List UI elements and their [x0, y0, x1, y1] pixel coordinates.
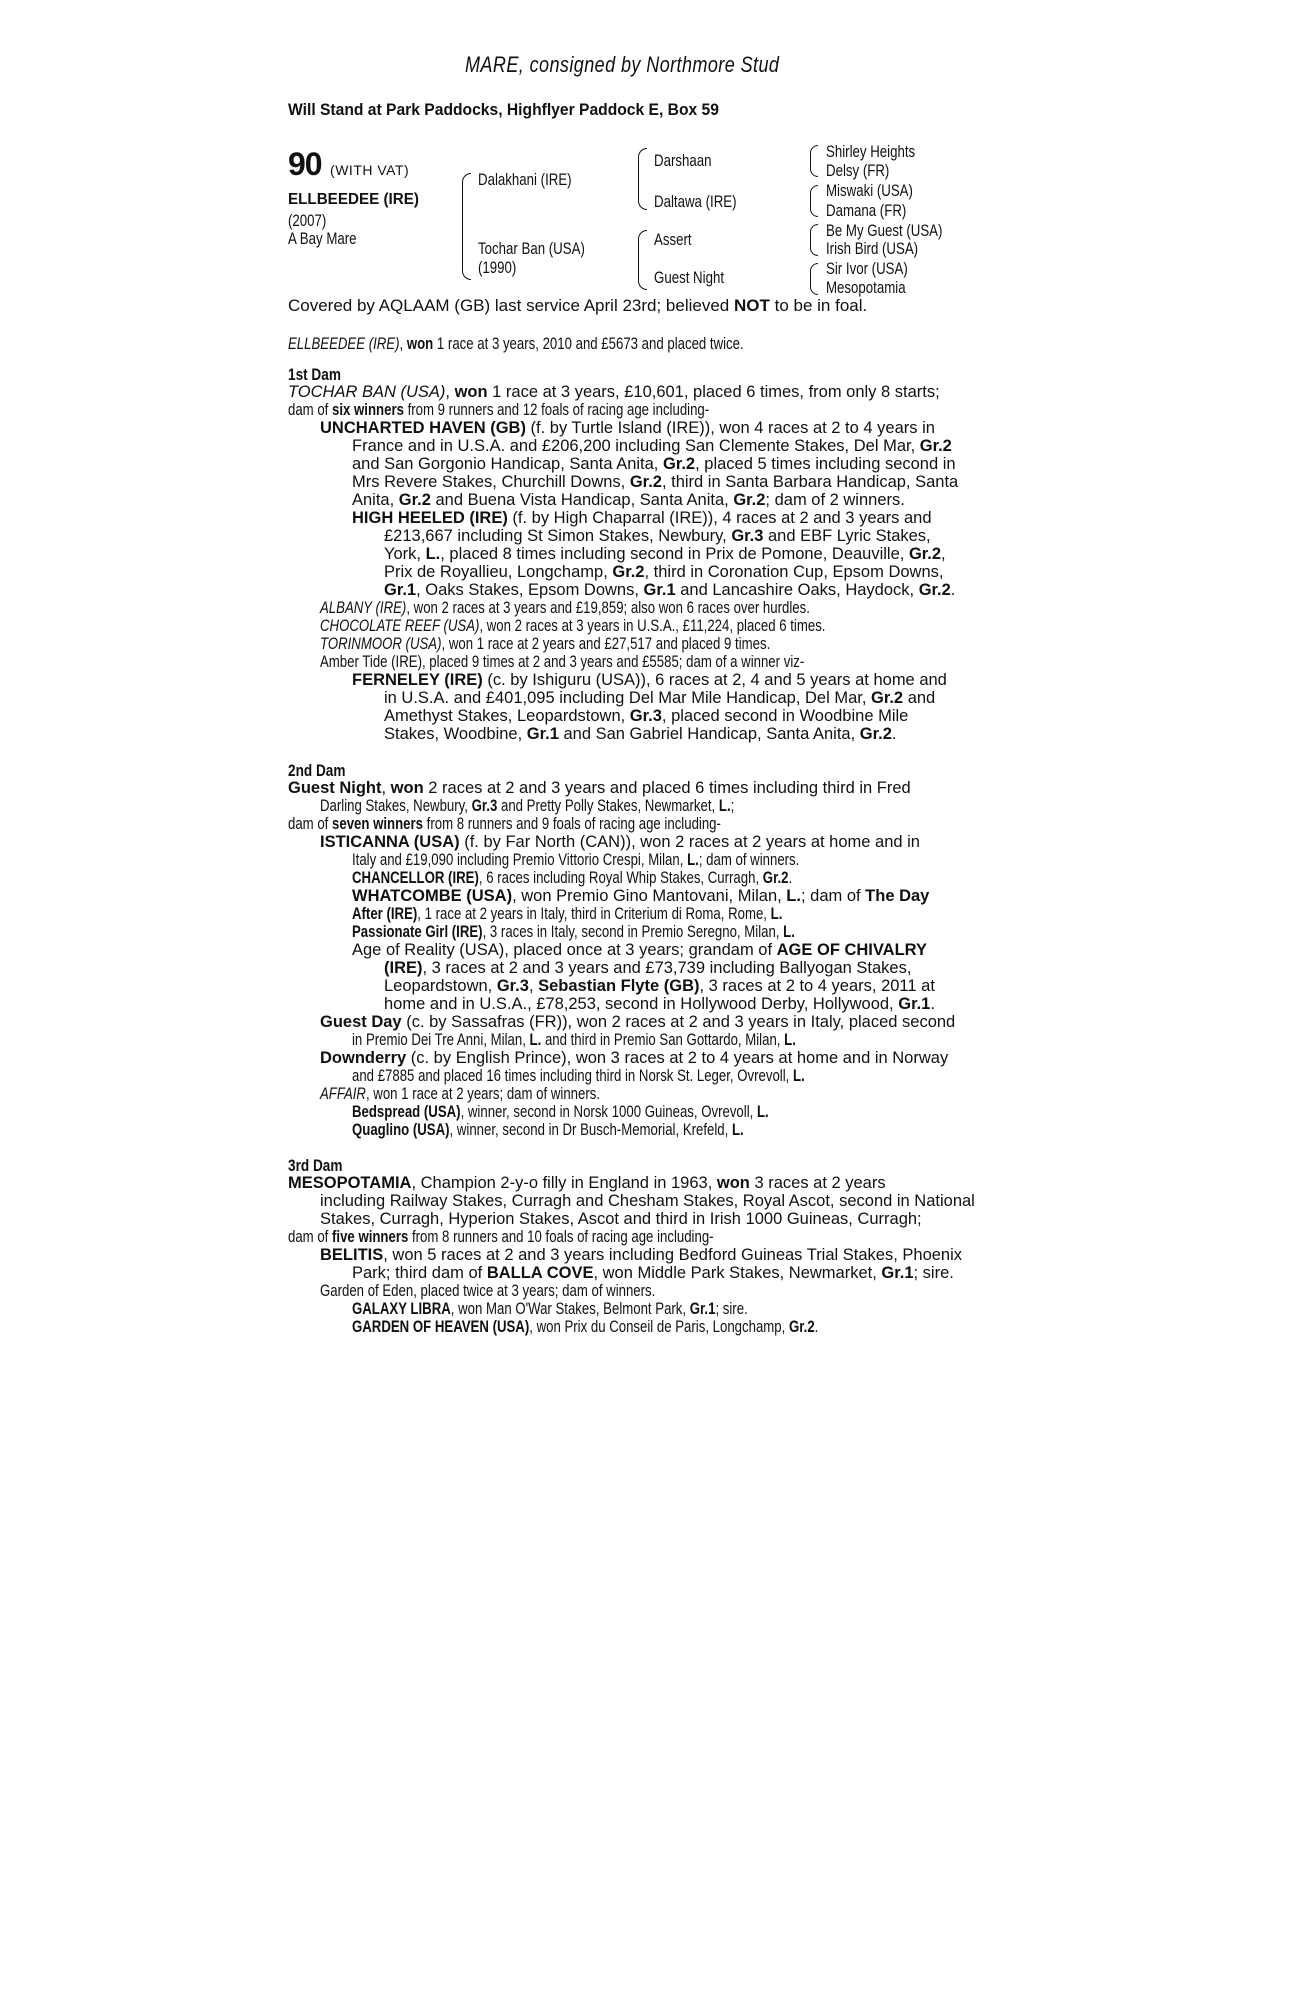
text-line — [320, 798, 838, 816]
text-line — [288, 1229, 820, 1247]
text-line-content: dam of seven winners from 8 runners and 9 foals of racing age including- — [288, 815, 721, 833]
pedigree-gg-1: Shirley Heights — [826, 142, 916, 161]
text-line — [320, 1193, 975, 1211]
text-line — [384, 582, 955, 600]
text-line — [288, 366, 354, 384]
text-line-content: in U.S.A. and £401,095 including Del Mar Mile Handicap, Del Mar, Gr.2 and — [384, 689, 936, 707]
consignor-heading: MARE, consigned by Northmore Stud — [464, 52, 780, 77]
text-line — [320, 1211, 922, 1229]
pedigree-brace-dam — [638, 230, 647, 290]
text-line — [352, 924, 906, 942]
vat-note: (WITH VAT) — [330, 162, 410, 178]
text-line — [352, 1122, 842, 1140]
text-line-content: (IRE), 3 races at 2 and 3 years and £73,739 including Ballyogan Stakes, — [384, 959, 912, 977]
page-title — [0, 52, 1313, 78]
text-line-content: Amethyst Stakes, Leopardstown, Gr.3, placed second in Woodbine Mile — [384, 707, 909, 725]
text-line — [352, 510, 932, 528]
text-line — [320, 1050, 948, 1068]
text-line-content: ELLBEEDEE (IRE), won 1 race at 3 years, 2010 and £5673 and placed twice. — [288, 335, 744, 353]
text-line — [384, 960, 911, 978]
text-line — [320, 1247, 962, 1265]
text-line-content: CHANCELLOR (IRE), 6 races including Royal Whip Stakes, Curragh, Gr.2. — [352, 869, 793, 887]
text-line-content: Garden of Eden, placed twice at 3 years; dam of winners. — [320, 1282, 656, 1300]
text-line-content: Mrs Revere Stakes, Churchill Downs, Gr.2, third in Santa Barbara Handicap, Santa — [352, 473, 959, 491]
text-line — [352, 1301, 847, 1319]
text-line-content: Darling Stakes, Newbury, Gr.3 and Pretty Polly Stakes, Newmarket, L.; — [320, 797, 735, 815]
text-line-content: in Premio Dei Tre Anni, Milan, L. and third in Premio San Gottardo, Milan, L. — [352, 1031, 796, 1049]
pedigree-gg-3: Miswaki (USA) — [826, 181, 913, 200]
text-line — [352, 1068, 918, 1086]
text-line — [352, 852, 911, 870]
pedigree-dam-dam: Guest Night — [654, 268, 725, 287]
lot-number-block — [288, 146, 409, 183]
pedigree-dam-sire: Assert — [654, 230, 692, 249]
pedigree-gg-4: Damana (FR) — [826, 201, 907, 220]
text-line-content: Anita, Gr.2 and Buena Vista Handicap, Santa Anita, Gr.2; dam of 2 winners. — [352, 491, 905, 509]
text-line — [320, 1014, 955, 1032]
text-line — [352, 438, 952, 456]
text-line-content: TORINMOOR (USA), won 1 race at 2 years and £27,517 and placed 9 times. — [320, 635, 771, 653]
text-line — [288, 780, 911, 798]
text-line-content: GARDEN OF HEAVEN (USA), won Prix du Conseil de Paris, Longchamp, Gr.2. — [352, 1318, 819, 1336]
text-line — [352, 870, 902, 888]
pedigree-sire-sire: Darshaan — [654, 151, 712, 170]
text-line — [288, 384, 940, 402]
text-line-content: 3rd Dam — [288, 1156, 343, 1175]
text-line — [384, 978, 935, 996]
pedigree-gg-7: Sir Ivor (USA) — [826, 259, 908, 278]
pedigree-gg-2: Delsy (FR) — [826, 161, 890, 180]
text-line-content: Park; third dam of BALLA COVE, won Middle Park Stakes, Newmarket, Gr.1; sire. — [352, 1264, 954, 1282]
horse-name: ELLBEEDEE (IRE) — [288, 191, 419, 208]
stand-location: Will Stand at Park Paddocks, Highflyer Paddock E, Box 59 — [288, 100, 719, 119]
text-line — [352, 1032, 907, 1050]
text-line-content: York, L., placed 8 times including second in Prix de Pomone, Deauville, Gr.2, — [384, 545, 946, 563]
pedigree-brace-gen1 — [462, 173, 471, 280]
text-line-content: Guest Day (c. by Sassafras (FR)), won 2 races at 2 and 3 years in Italy, placed second — [320, 1013, 956, 1031]
text-line-content: TOCHAR BAN (USA), won 1 race at 3 years, £10,601, placed 6 times, from only 8 starts; — [288, 383, 940, 401]
text-line-content: 2nd Dam — [288, 761, 346, 780]
lot-number: 90 — [288, 146, 322, 182]
text-line-content: France and in U.S.A. and £206,200 including San Clemente Stakes, Del Mar, Gr.2 — [352, 437, 952, 455]
covering-end: to be in foal. — [774, 296, 868, 315]
text-line-content: Gr.1, Oaks Stakes, Epsom Downs, Gr.1 and Lancashire Oaks, Haydock, Gr.2. — [384, 581, 956, 599]
horse-year: (2007) — [288, 211, 327, 230]
text-line — [288, 762, 360, 780]
pedigree-dam-year: (1990) — [478, 258, 517, 277]
text-line-content: GALAXY LIBRA, won Man O'War Stakes, Belmont Park, Gr.1; sire. — [352, 1300, 748, 1318]
text-line-content: Amber Tide (IRE), placed 9 times at 2 and 3 years and £5585; dam of a winner viz- — [320, 653, 805, 671]
text-line — [320, 654, 925, 672]
pedigree-brace-gg-2 — [810, 185, 818, 217]
text-line-content: CHOCOLATE REEF (USA), won 2 races at 3 years in U.S.A., £11,224, placed 6 times. — [320, 617, 826, 635]
text-line — [352, 942, 927, 960]
text-line-content: £213,667 including St Simon Stakes, Newbury, Gr.3 and EBF Lyric Stakes, — [384, 527, 931, 545]
text-line — [384, 726, 896, 744]
covering-status — [288, 296, 1006, 316]
pedigree-brace-sire — [638, 148, 647, 210]
pedigree-gg-6: Irish Bird (USA) — [826, 239, 919, 258]
text-line-content: Quaglino (USA), winner, second in Dr Busch-Memorial, Krefeld, L. — [352, 1121, 744, 1139]
text-line-content: including Railway Stakes, Curragh and Chesham Stakes, Royal Ascot, second in National — [320, 1192, 975, 1210]
text-line — [320, 1283, 739, 1301]
text-line — [320, 834, 920, 852]
text-line — [384, 546, 946, 564]
pedigree-brace-gg-3 — [810, 224, 818, 256]
text-line-content: AFFAIR, won 1 race at 2 years; dam of winners. — [320, 1085, 601, 1103]
text-line — [352, 1104, 873, 1122]
text-line — [384, 690, 935, 708]
text-line-content: Italy and £19,090 including Premio Vittorio Crespi, Milan, L.; dam of winners. — [352, 851, 800, 869]
text-line — [384, 564, 943, 582]
pedigree-gg-8: Mesopotamia — [826, 278, 906, 297]
text-line-content: Downderry (c. by English Prince), won 3 races at 2 to 4 years at home and in Norway — [320, 1049, 949, 1067]
text-line-content: ALBANY (IRE), won 2 races at 3 years and £19,859; also won 6 races over hurdles. — [320, 599, 810, 617]
text-line — [384, 996, 935, 1014]
text-line — [352, 672, 947, 690]
text-line — [352, 906, 890, 924]
text-line — [384, 528, 931, 546]
text-line — [288, 1175, 886, 1193]
pedigree-gg-5: Be My Guest (USA) — [826, 221, 943, 240]
text-line-content: Prix de Royallieu, Longchamp, Gr.2, third in Coronation Cup, Epsom Downs, — [384, 563, 944, 581]
text-line-content: MESOPOTAMIA, Champion 2-y-o filly in England in 1963, won 3 races at 2 years — [288, 1174, 886, 1192]
text-line-content: BELITIS, won 5 races at 2 and 3 years including Bedford Guineas Trial Stakes, Phoenix — [320, 1246, 963, 1264]
text-line-content: After (IRE), 1 race at 2 years in Italy, third in Criterium di Roma, Rome, L. — [352, 905, 783, 923]
text-line-content: HIGH HEELED (IRE) (f. by High Chaparral (IRE)), 4 races at 2 and 3 years and — [352, 509, 932, 527]
text-line-content: Leopardstown, Gr.3, Sebastian Flyte (GB), 3 races at 2 to 4 years, 2011 at — [384, 977, 935, 995]
pedigree-brace-gg-4 — [810, 263, 818, 295]
text-line-content: Stakes, Curragh, Hyperion Stakes, Ascot and third in Irish 1000 Guineas, Curragh; — [320, 1210, 922, 1228]
text-line-content: 1st Dam — [288, 365, 341, 384]
pedigree-sire: Dalakhani (IRE) — [478, 170, 572, 189]
text-line-content: dam of six winners from 9 runners and 12 foals of racing age including- — [288, 401, 710, 419]
text-line — [352, 888, 929, 906]
pedigree-sire-dam: Daltawa (IRE) — [654, 192, 737, 211]
text-line — [288, 402, 814, 420]
text-line-content: dam of five winners from 8 runners and 10 foals of racing age including- — [288, 1228, 714, 1246]
text-line — [384, 708, 908, 726]
text-line-content: and £7885 and placed 16 times including third in Norsk St. Leger, Ovrevoll, L. — [352, 1067, 805, 1085]
text-line-content: Guest Night, won 2 races at 2 and 3 years and placed 6 times including third in Fred — [288, 779, 911, 797]
text-line — [352, 1265, 954, 1283]
covering-text: Covered by AQLAAM (GB) last service April 23rd; believed — [288, 296, 730, 315]
text-line — [320, 600, 932, 618]
text-line — [352, 474, 958, 492]
text-line — [320, 618, 952, 636]
text-line-content: ISTICANNA (USA) (f. by Far North (CAN)), won 2 races at 2 years at home and in — [320, 833, 920, 851]
text-line-content: FERNELEY (IRE) (c. by Ishiguru (USA)), 6 races at 2, 4 and 5 years at home and — [352, 671, 947, 689]
text-line-content: UNCHARTED HAVEN (GB) (f. by Turtle Island (IRE)), won 4 races at 2 to 4 years in — [320, 419, 935, 437]
text-line-content: Age of Reality (USA), placed once at 3 years; grandam of AGE OF CHIVALRY — [352, 941, 927, 959]
text-line — [320, 1086, 670, 1104]
text-line-content: WHATCOMBE (USA), won Premio Gino Mantovani, Milan, L.; dam of The Day — [352, 887, 930, 905]
text-line — [320, 420, 935, 438]
text-line-content: Passionate Girl (IRE), 3 races in Italy, second in Premio Seregno, Milan, L. — [352, 923, 795, 941]
pedigree-dam: Tochar Ban (USA) — [478, 239, 585, 258]
text-line-content: and San Gorgonio Handicap, Santa Anita, Gr.2, placed 5 times including second in — [352, 455, 956, 473]
text-line — [288, 336, 858, 354]
text-line — [352, 456, 956, 474]
pedigree-brace-gg-1 — [810, 145, 818, 177]
text-line — [352, 492, 905, 510]
covering-not: NOT — [733, 296, 770, 315]
text-line-content: Stakes, Woodbine, Gr.1 and San Gabriel Handicap, Santa Anita, Gr.2. — [384, 725, 897, 743]
text-line — [352, 1319, 935, 1337]
text-line-content: Bedspread (USA), winner, second in Norsk 1000 Guineas, Ovrevoll, L. — [352, 1103, 769, 1121]
text-line — [288, 816, 829, 834]
text-line-content: home and in U.S.A., £78,253, second in Hollywood Derby, Hollywood, Gr.1. — [384, 995, 935, 1013]
text-line — [288, 1157, 356, 1175]
horse-description: A Bay Mare — [288, 229, 357, 248]
text-line — [320, 636, 883, 654]
